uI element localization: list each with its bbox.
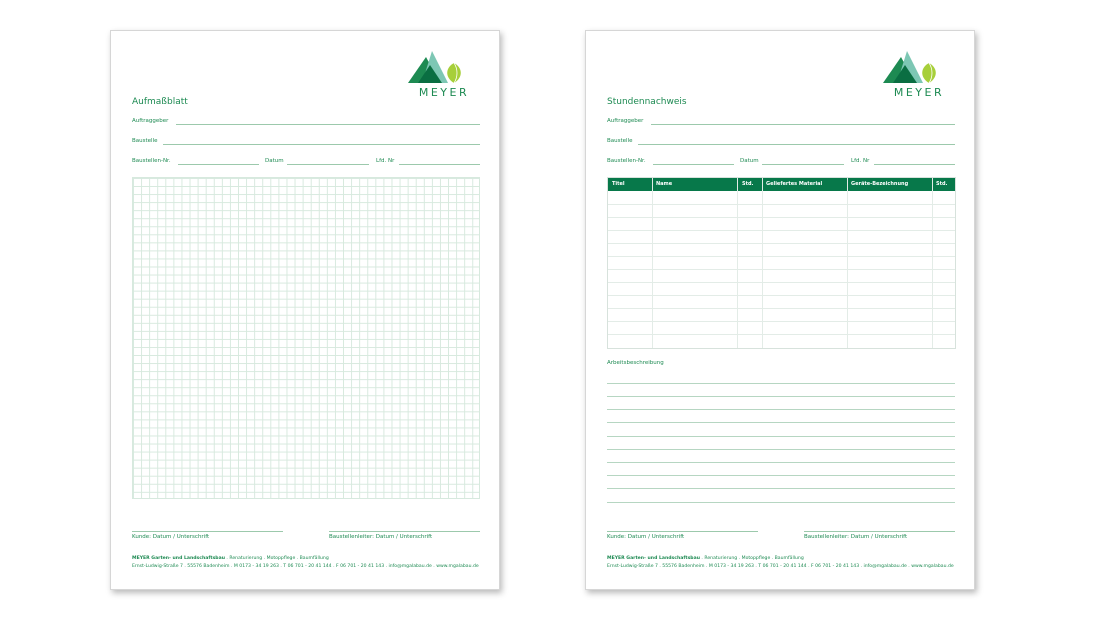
kunde-signature-line[interactable] (132, 531, 283, 532)
table-header-row (608, 178, 955, 191)
auftraggeber-field[interactable] (651, 124, 955, 125)
table-row[interactable] (608, 204, 955, 205)
table-row[interactable] (608, 321, 955, 322)
footer-address: Ernst-Ludwig-Straße 7 . 55576 Badenheim . M 0173 - 34 19 263 . T 06 701 - 20 41 144 . F 06 701 - 20 41 143 . info@mgalabau.de . www.mgalabau.de (132, 564, 479, 569)
lfd-nr-label: Lfd. Nr (851, 158, 870, 164)
stundennachweis-sheet (585, 30, 975, 590)
hours-table (607, 177, 956, 349)
table-row[interactable] (608, 295, 955, 296)
description-line[interactable] (607, 436, 955, 437)
baustellen-nr-field[interactable] (653, 164, 734, 165)
description-line[interactable] (607, 422, 955, 423)
footer-company (607, 556, 804, 561)
th-std-2: Std. (936, 181, 948, 187)
description-line[interactable] (607, 396, 955, 397)
auftraggeber-field[interactable] (176, 124, 480, 125)
lfd-nr-label: Lfd. Nr (376, 158, 395, 164)
table-row[interactable] (608, 334, 955, 335)
datum-label: Datum (740, 158, 759, 164)
th-std: Std. (742, 181, 754, 187)
baustellen-nr-label: Baustellen-Nr. (132, 158, 171, 164)
baustellen-nr-field[interactable] (178, 164, 259, 165)
table-row[interactable] (608, 308, 955, 309)
footer-services: . Renaturierung . Motoppflege . Baumfällung (699, 556, 804, 561)
auftraggeber-label: Auftraggeber (607, 118, 644, 124)
logo-wordmark: MEYER (418, 86, 470, 99)
measurement-grid[interactable] (132, 177, 480, 499)
meyer-logo (408, 49, 480, 101)
footer-address: Ernst-Ludwig-Straße 7 . 55576 Badenheim . M 0173 - 34 19 263 . T 06 701 - 20 41 144 . F 06 701 - 20 41 143 . info@mgalabau.de . www.mgalabau.de (607, 564, 954, 569)
table-row[interactable] (608, 256, 955, 257)
datum-label: Datum (265, 158, 284, 164)
description-line[interactable] (607, 488, 955, 489)
auftraggeber-label: Auftraggeber (132, 118, 169, 124)
logo-wordmark: MEYER (893, 86, 945, 99)
footer-company (132, 556, 329, 561)
bauleiter-signature-line[interactable] (804, 531, 955, 532)
mountain-leaf-icon (883, 49, 955, 85)
bauleiter-signature-label: Baustellenleiter: Datum / Unterschrift (804, 534, 908, 540)
datum-field[interactable] (762, 164, 844, 165)
description-line[interactable] (607, 383, 955, 384)
th-geraete: Geräte-Bezeichnung (851, 181, 909, 187)
footer-company-name: MEYER Garten- und Landschaftsbau (607, 556, 700, 561)
baustelle-label: Baustelle (607, 138, 633, 144)
kunde-signature-line[interactable] (607, 531, 758, 532)
table-row[interactable] (608, 282, 955, 283)
baustelle-field[interactable] (638, 144, 955, 145)
description-line[interactable] (607, 449, 955, 450)
mountain-leaf-icon (408, 49, 480, 85)
aufmassblatt-sheet (110, 30, 500, 590)
page-title: Stundennachweis (607, 97, 687, 107)
kunde-signature-label: Kunde: Datum / Unterschrift (607, 534, 685, 540)
table-row[interactable] (608, 230, 955, 231)
table-row[interactable] (608, 269, 955, 270)
lfd-nr-field[interactable] (874, 164, 955, 165)
description-line[interactable] (607, 409, 955, 410)
footer-company-name: MEYER Garten- und Landschaftsbau (132, 556, 225, 561)
description-label: Arbeitsbeschreibung (607, 360, 664, 366)
meyer-logo (883, 49, 955, 101)
description-line[interactable] (607, 462, 955, 463)
kunde-signature-label: Kunde: Datum / Unterschrift (132, 534, 210, 540)
lfd-nr-field[interactable] (399, 164, 480, 165)
description-line[interactable] (607, 475, 955, 476)
datum-field[interactable] (287, 164, 369, 165)
bauleiter-signature-line[interactable] (329, 531, 480, 532)
baustelle-field[interactable] (163, 144, 480, 145)
th-material: Geliefertes Material (766, 181, 823, 187)
bauleiter-signature-label: Baustellenleiter: Datum / Unterschrift (329, 534, 433, 540)
th-name: Name (656, 181, 673, 187)
description-line[interactable] (607, 502, 955, 503)
baustellen-nr-label: Baustellen-Nr. (607, 158, 646, 164)
baustelle-label: Baustelle (132, 138, 158, 144)
table-row[interactable] (608, 243, 955, 244)
th-titel: Titel (612, 181, 625, 187)
page-title: Aufmaßblatt (132, 97, 188, 107)
footer-services: . Renaturierung . Motoppflege . Baumfällung (224, 556, 329, 561)
table-row[interactable] (608, 217, 955, 218)
